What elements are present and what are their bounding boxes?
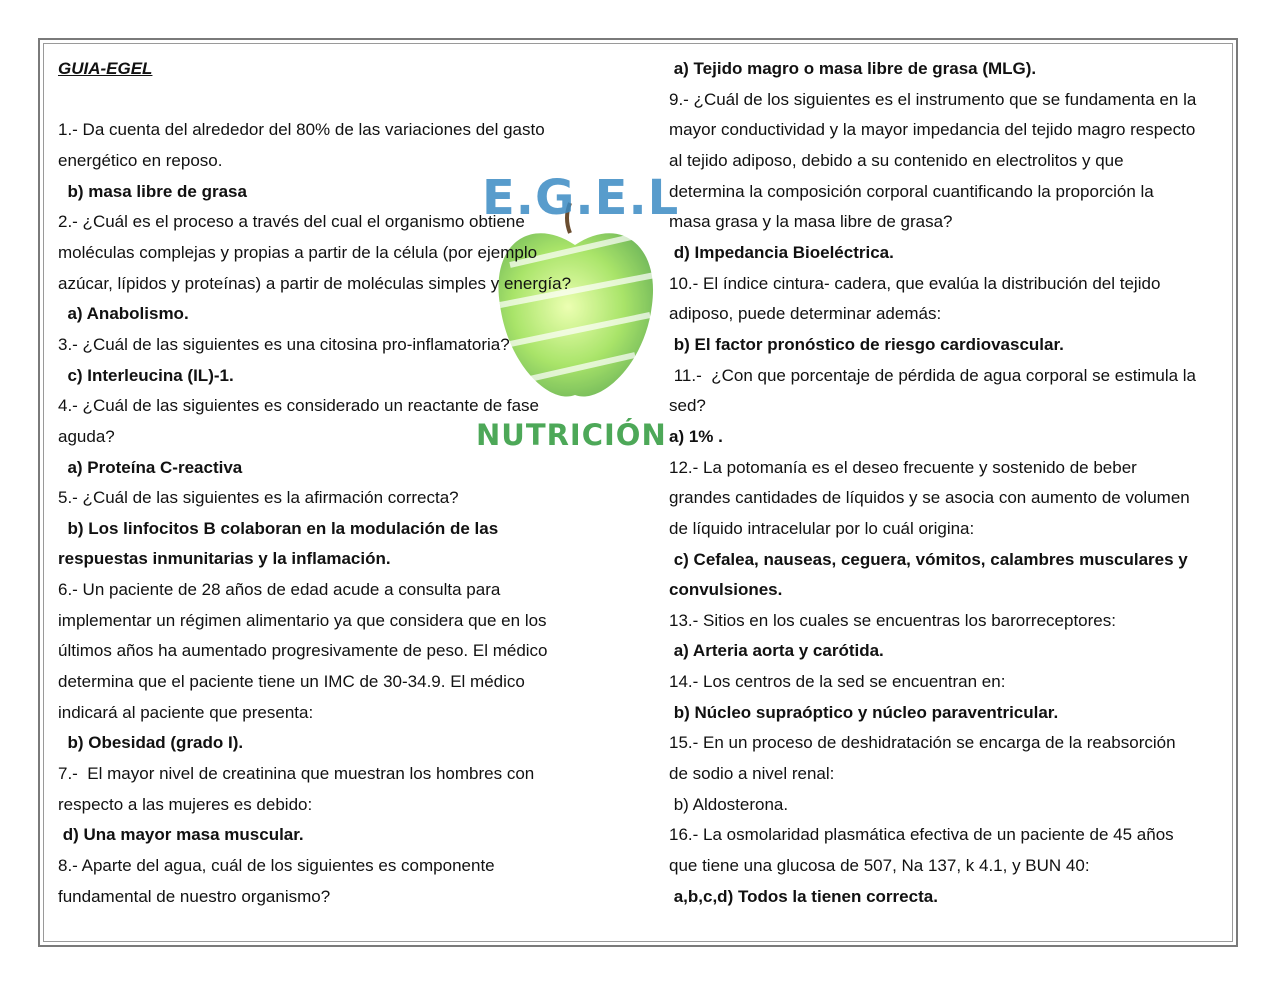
- right-lines: [669, 54, 1229, 912]
- answer-line: respuestas inmunitarias y la inflamación.: [58, 549, 391, 569]
- spacer: [58, 85, 618, 116]
- answer-line: a,b,c,d) Todos la tienen correcta.: [669, 886, 938, 906]
- answer-line: a) Anabolismo.: [58, 304, 189, 324]
- question-line: 16.- La osmolaridad plasmática efectiva de un paciente de 45 años: [669, 825, 1174, 845]
- question-line: grandes cantidades de líquidos y se asocia con aumento de volumen: [669, 488, 1190, 508]
- question-line: 9.- ¿Cuál de los siguientes es el instrumento que se fundamenta en la: [669, 89, 1197, 109]
- question-line: fundamental de nuestro organismo?: [58, 886, 331, 906]
- question-line: aguda?: [58, 426, 115, 446]
- answer-line: b) Obesidad (grado I).: [58, 733, 244, 753]
- answer-line: a) Proteína C-reactiva: [58, 457, 243, 477]
- answer-line: b) Los linfocitos B colaboran en la modulación de las: [58, 518, 499, 538]
- question-line: 12.- La potomanía es el deseo frecuente y sostenido de beber: [669, 457, 1137, 477]
- question-line: 13.- Sitios en los cuales se encuentras los barorreceptores:: [669, 610, 1116, 630]
- question-line: moléculas complejas y propias a partir de la célula (por ejemplo: [58, 242, 538, 262]
- answer-line: b) Núcleo supraóptico y núcleo paraventricular.: [669, 702, 1059, 722]
- question-line: de líquido intracelular por lo cuál origina:: [669, 518, 975, 538]
- question-line: sed?: [669, 396, 706, 416]
- question-line: 7.- El mayor nivel de creatinina que muestran los hombres con: [58, 764, 535, 784]
- question-line: 1.- Da cuenta del alrededor del 80% de las variaciones del gasto: [58, 120, 545, 140]
- question-line: últimos años ha aumentado progresivamente de peso. El médico: [58, 641, 548, 661]
- question-line: determina que el paciente tiene un IMC de 30-34.9. El médico: [58, 672, 525, 692]
- question-line: respecto a las mujeres es debido:: [58, 794, 313, 814]
- answer-line: a) Arteria aorta y carótida.: [669, 641, 884, 661]
- left-lines: [58, 115, 618, 912]
- question-line: azúcar, lípidos y proteínas) a partir de moléculas simples y energía?: [58, 273, 572, 293]
- answer-line: d) Impedancia Bioeléctrica.: [669, 242, 894, 262]
- right-column: [669, 54, 1229, 912]
- watermark-egel: E.G.E.L: [482, 170, 680, 226]
- question-line: 3.- ¿Cuál de las siguientes es una citosina pro-inflamatoria?: [58, 334, 510, 354]
- question-line: 10.- El índice cintura- cadera, que evalúa la distribución del tejido: [669, 273, 1161, 293]
- left-column: [58, 54, 618, 912]
- answer-line: c) Cefalea, nauseas, ceguera, vómitos, calambres musculares y: [669, 549, 1188, 569]
- answer-line: b) masa libre de grasa: [58, 181, 247, 201]
- question-line: 5.- ¿Cuál de las siguientes es la afirmación correcta?: [58, 488, 459, 508]
- answer-line: d) Una mayor masa muscular.: [58, 825, 304, 845]
- question-line: 15.- En un proceso de deshidratación se encarga de la reabsorción: [669, 733, 1176, 753]
- document-title: GUIA-EGEL: [58, 59, 153, 78]
- question-line: mayor conductividad y la mayor impedancia del tejido magro respecto: [669, 120, 1196, 140]
- question-line: indicará al paciente que presenta:: [58, 702, 314, 722]
- question-line: determina la composición corporal cuantificando la proporción la: [669, 181, 1154, 201]
- question-line: b) Aldosterona.: [669, 794, 789, 814]
- answer-line: c) Interleucina (IL)-1.: [58, 365, 234, 385]
- answer-line: a) Tejido magro o masa libre de grasa (MLG).: [669, 59, 1037, 78]
- question-line: al tejido adiposo, debido a su contenido en electrolitos y que: [669, 150, 1124, 170]
- question-line: 8.- Aparte del agua, cuál de los siguientes es componente: [58, 856, 495, 876]
- question-line: masa grasa y la masa libre de grasa?: [669, 212, 953, 232]
- question-line: 6.- Un paciente de 28 años de edad acude a consulta para: [58, 580, 501, 600]
- question-line: adiposo, puede determinar además:: [669, 304, 942, 324]
- question-line: 14.- Los centros de la sed se encuentran en:: [669, 672, 1006, 692]
- answer-line: a) 1% .: [669, 426, 723, 446]
- question-line: 11.- ¿Con que porcentaje de pérdida de agua corporal se estimula la: [669, 365, 1197, 385]
- question-line: que tiene una glucosa de 507, Na 137, k 4.1, y BUN 40:: [669, 856, 1090, 876]
- watermark-nutricion: NUTRICIÓN: [476, 418, 667, 452]
- question-line: 2.- ¿Cuál es el proceso a través del cual el organismo obtiene: [58, 212, 525, 232]
- answer-line: convulsiones.: [669, 580, 783, 600]
- question-line: implementar un régimen alimentario ya que considera que en los: [58, 610, 547, 630]
- question-line: 4.- ¿Cuál de las siguientes es considerado un reactante de fase: [58, 396, 540, 416]
- answer-line: b) El factor pronóstico de riesgo cardiovascular.: [669, 334, 1064, 354]
- question-line: de sodio a nivel renal:: [669, 764, 835, 784]
- question-line: energético en reposo.: [58, 150, 223, 170]
